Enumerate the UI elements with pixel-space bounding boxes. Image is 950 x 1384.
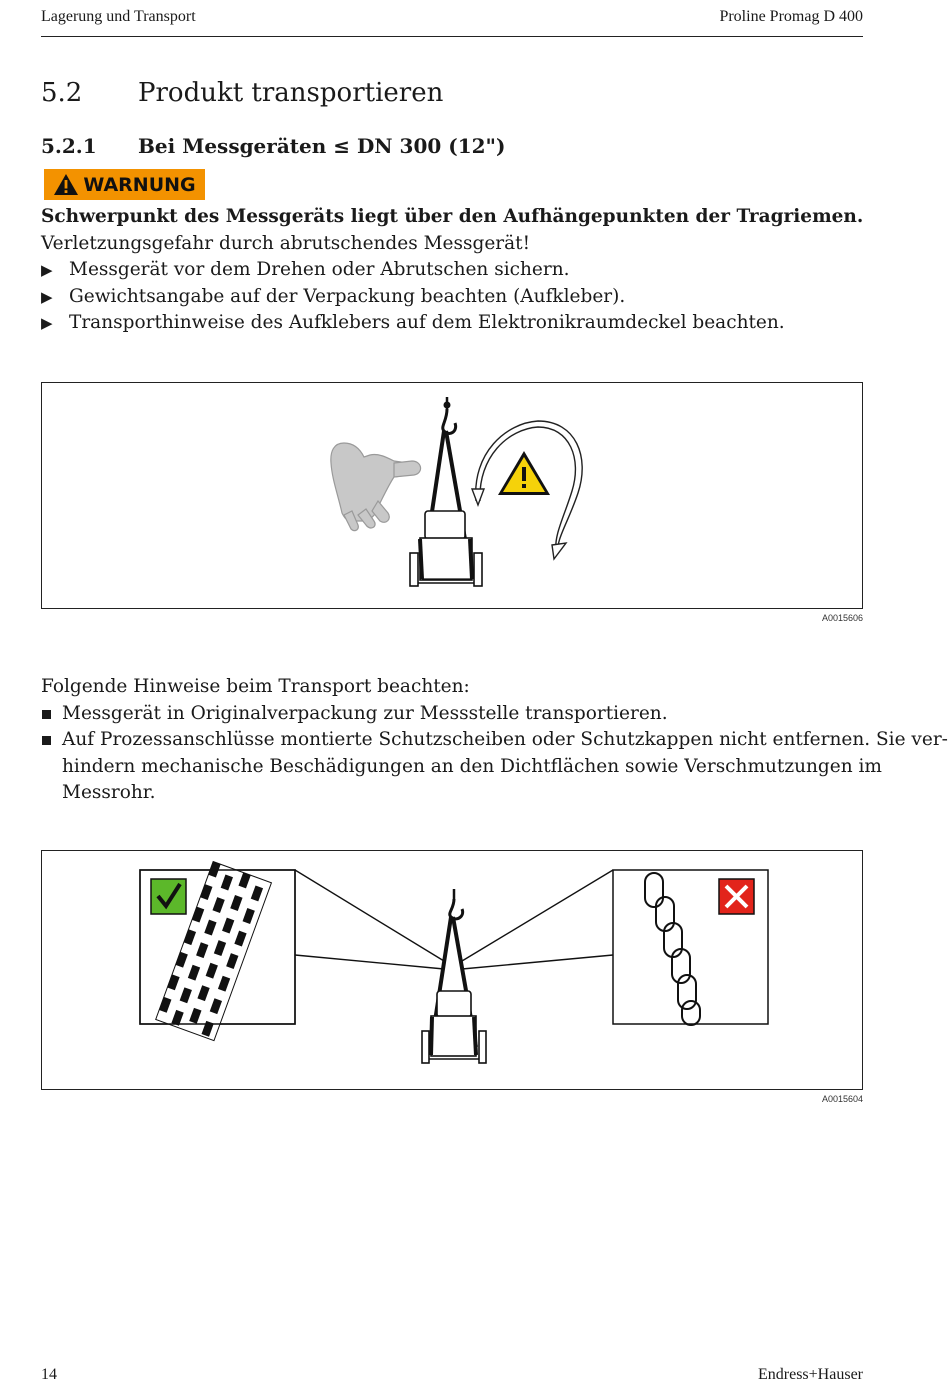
warning-triangle-icon — [498, 451, 550, 495]
subsection-heading — [41, 134, 863, 162]
warning-label: WARNUNG — [83, 173, 196, 196]
list-item: Messgerät in Originalverpackung zur Messstelle transportieren. — [41, 701, 948, 728]
hand-stop-icon — [331, 443, 421, 531]
lifting-strap — [422, 917, 486, 1063]
check-icon — [151, 879, 186, 914]
square-bullet-icon — [42, 736, 51, 745]
subsection-number: 5.2.1 — [41, 134, 97, 158]
section-heading — [41, 78, 863, 112]
warning-action: ▶ Transporthinweise des Aufklebers auf dem Elektronikraumdeckel beachten. — [41, 310, 863, 337]
figure-id: A0015606 — [821, 613, 863, 623]
subsection-title: Bei Messgeräten ≤ DN 300 (12") — [138, 134, 506, 158]
warning-body — [41, 204, 863, 337]
square-bullet-icon — [42, 710, 51, 719]
triangle-bullet-icon: ▶ — [41, 287, 53, 306]
header-rule — [41, 36, 863, 37]
warning-triangle-icon — [53, 173, 79, 196]
figure-id: A0015604 — [821, 1094, 863, 1104]
section-number: 5.2 — [41, 78, 83, 108]
triangle-bullet-icon: ▶ — [41, 261, 53, 279]
page-number: 14 — [41, 1366, 57, 1383]
notes-intro: Folgende Hinweise beim Transport beachten: — [41, 676, 470, 697]
header-section-title: Lagerung und Transport — [41, 8, 196, 25]
footer-brand: Endress+Hauser — [758, 1366, 863, 1383]
warning-risk: Verletzungsgefahr durch abrutschendes Messgerät! — [41, 232, 531, 254]
warning-action: ▶ Messgerät vor dem Drehen oder Abrutschen sichern. — [41, 257, 863, 284]
header-product-name: Proline Promag D 400 — [719, 8, 863, 25]
figure-lifting-warning — [41, 382, 863, 609]
hook-icon — [443, 397, 456, 433]
transport-notes — [41, 674, 948, 807]
warning-badge — [44, 169, 205, 200]
hook-icon — [450, 889, 463, 919]
figure-strap-vs-chain — [41, 850, 863, 1090]
list-item: Auf Prozessanschlüsse montierte Schutzscheiben oder Schutzkappen nicht entfernen. Sie ver- hindern mechanische Beschädigungen an den Dichtflächen sowie Verschmutzungen im Messrohr. — [41, 727, 948, 807]
section-title: Produkt transportieren — [138, 78, 444, 108]
cross-icon — [719, 879, 754, 914]
lifting-strap — [410, 431, 482, 586]
warning-action: ▶ Gewichtsangabe auf der Verpackung beachten (Aufkleber). — [41, 284, 863, 311]
triangle-bullet-icon: ▶ — [41, 314, 53, 332]
warning-headline: Schwerpunkt des Messgeräts liegt über den Aufhängepunkten der Tragriemen. — [41, 206, 864, 227]
